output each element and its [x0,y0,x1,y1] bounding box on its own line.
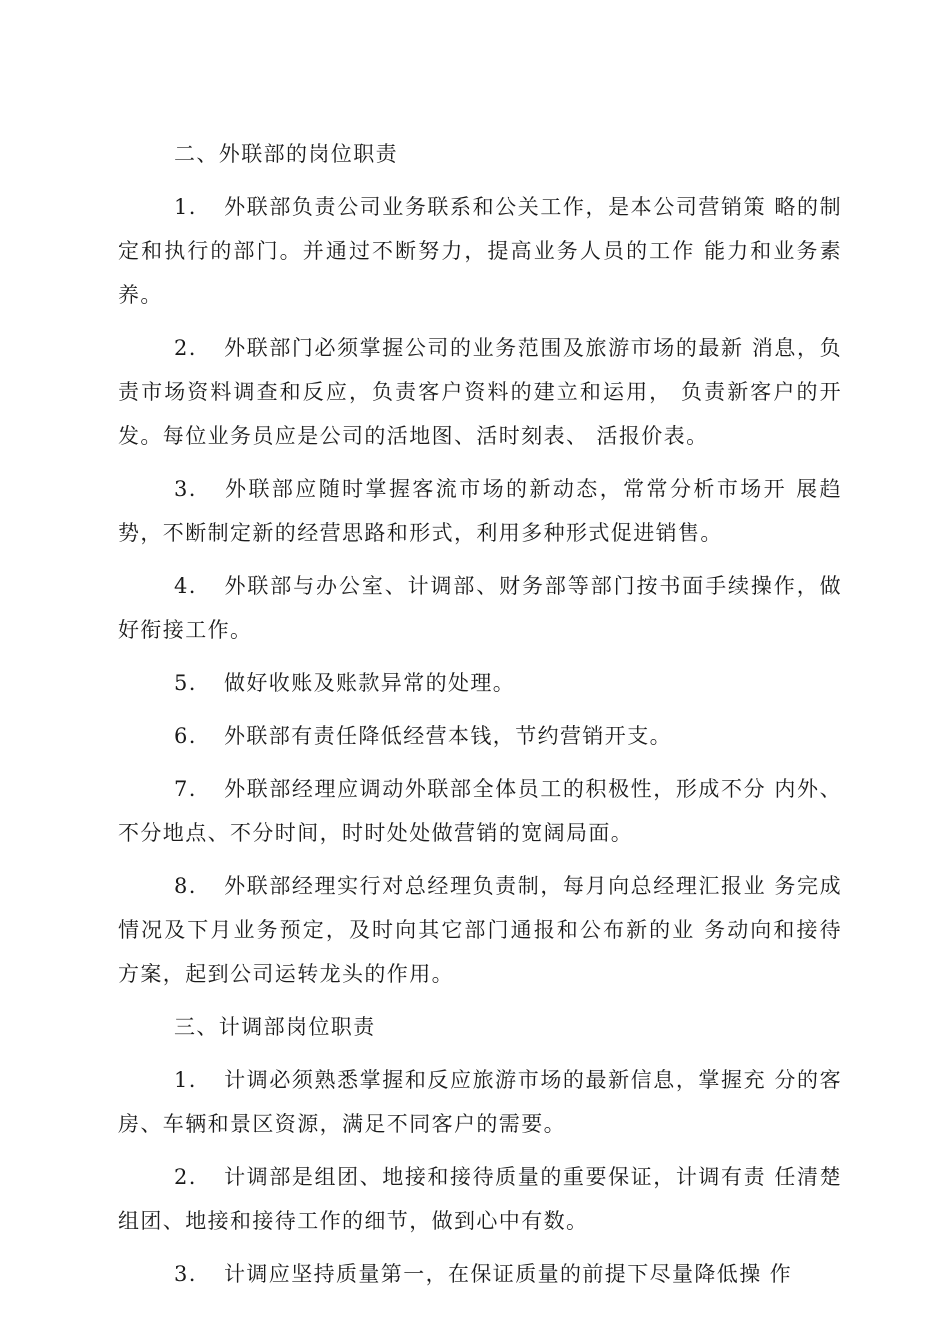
item-number: 1. [174,195,197,219]
list-item [118,185,842,317]
item-number: 3. [174,477,197,501]
document-body [118,132,842,1305]
item-number: 2. [174,336,197,360]
item-number: 3. [174,1262,197,1286]
item-number: 6. [174,724,197,748]
list-item [118,714,842,758]
section-heading-3: 三、计调部岗位职责 [174,1015,376,1039]
item-text: 外联部经理应调动外联部全体员工的积极性，形成不分 内外、不分地点、不分时间，时时处处做营销的宽阔局面。 [118,777,842,845]
item-number: 1. [174,1068,197,1092]
item-text: 外联部应随时掌握客流市场的新动态，常常分析市场开 展趋势，不断制定新的经营思路和形式，利用多种形式促进销售。 [118,477,842,545]
list-item [118,864,842,996]
item-number: 8. [174,874,197,898]
item-text: 计调应坚持质量第一，在保证质量的前提下尽量降低操 作 [224,1262,793,1286]
item-text: 外联部门必须掌握公司的业务范围及旅游市场的最新 消息，负责市场资料调查和反应，负责客户资料的建立和运用， 负责新客户的开发。每位业务员应是公司的活地图、活时刻表、 活报价表。 [118,336,842,448]
list-item [118,1155,842,1243]
list-item [118,326,842,458]
list-item [118,1252,842,1296]
item-number: 7. [174,777,197,801]
list-item [118,1058,842,1146]
item-text: 外联部有责任降低经营本钱，节约营销开支。 [224,724,672,748]
item-text: 做好收账及账款异常的处理。 [224,671,516,695]
list-item [118,661,842,705]
item-number: 4. [174,574,197,598]
item-text: 外联部经理实行对总经理负责制，每月向总经理汇报业 务完成情况及下月业务预定，及时向其它部门通报和公布新的业 务动向和接待方案，起到公司运转龙头的作用。 [118,874,842,986]
section-heading-2: 二、外联部的岗位职责 [174,142,398,166]
item-text: 计调必须熟悉掌握和反应旅游市场的最新信息，掌握充 分的客房、车辆和景区资源，满足不同客户的需要。 [118,1068,842,1136]
item-number: 5. [174,671,197,695]
item-text: 外联部与办公室、计调部、财务部等部门按书面手续操作，做好衔接工作。 [118,574,842,642]
item-text: 计调部是组团、地接和接待质量的重要保证，计调有责 任清楚组团、地接和接待工作的细节，做到心中有数。 [118,1165,842,1233]
item-text: 外联部负责公司业务联系和公关工作，是本公司营销策 略的制定和执行的部门。并通过不断努力，提高业务人员的工作 能力和业务素养。 [118,195,842,307]
list-item [118,767,842,855]
list-item [118,564,842,652]
item-number: 2. [174,1165,197,1189]
list-item [118,467,842,555]
